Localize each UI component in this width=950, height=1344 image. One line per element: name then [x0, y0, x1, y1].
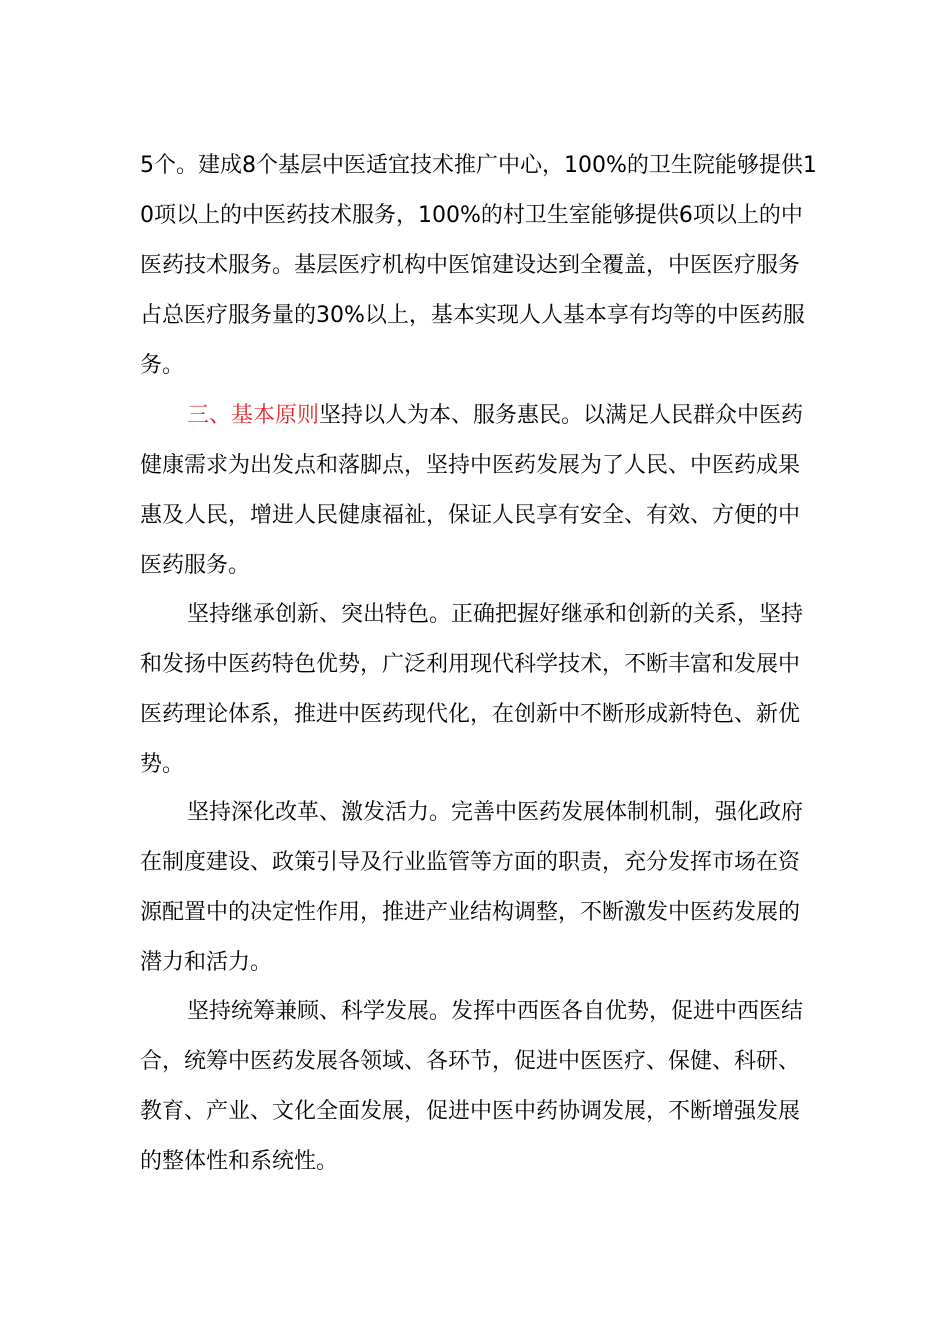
paragraph-4-line-3: 源配置中的决定性作用，推进产业结构调整，不断激发中医药发展的 — [140, 900, 801, 925]
paragraph-2-line-1 — [187, 401, 803, 431]
paragraph-1-line-1: 5个。建成8个基层中医适宜技术推广中心，100%的卫生院能够提供1 — [140, 153, 817, 178]
paragraph-3-line-2: 和发扬中医药特色优势，广泛利用现代科学技术，不断丰富和发展中 — [140, 652, 801, 677]
paragraph-1-line-5: 务。 — [140, 353, 185, 378]
paragraph-3-line-4: 势。 — [140, 752, 185, 777]
paragraph-5-line-4: 的整体性和系统性。 — [140, 1149, 339, 1174]
paragraph-2-line-2: 健康需求为出发点和落脚点，坚持中医药发展为了人民、中医药成果 — [140, 453, 801, 478]
paragraph-5-line-3: 教育、产业、文化全面发展，促进中医中药协调发展，不断增强发展 — [140, 1099, 801, 1124]
paragraph-3-line-3: 医药理论体系，推进中医药现代化，在创新中不断形成新特色、新优 — [140, 702, 801, 727]
paragraph-2-line-1-text: 坚持以人为本、服务惠民。以满足人民群众中医药 — [319, 403, 804, 428]
paragraph-3-line-1: 坚持继承创新、突出特色。正确把握好继承和创新的关系，坚持 — [187, 602, 804, 627]
paragraph-4-line-4: 潜力和活力。 — [140, 950, 273, 975]
paragraph-5-line-2: 合，统筹中医药发展各领域、各环节，促进中医医疗、保健、科研、 — [140, 1049, 801, 1074]
section-heading: 三、基本原则 — [187, 403, 320, 428]
paragraph-5-line-1: 坚持统筹兼顾、科学发展。发挥中西医各自优势，促进中西医结 — [187, 999, 804, 1024]
paragraph-4-line-1: 坚持深化改革、激发活力。完善中医药发展体制机制，强化政府 — [187, 800, 804, 825]
paragraph-1-line-4: 占总医疗服务量的30%以上，基本实现人人基本享有均等的中医药服 — [140, 303, 805, 328]
paragraph-2-line-4: 医药服务。 — [140, 553, 251, 578]
paragraph-4-line-2: 在制度建设、政策引导及行业监管等方面的职责，充分发挥市场在资 — [140, 850, 801, 875]
paragraph-1-line-3: 医药技术服务。基层医疗机构中医馆建设达到全覆盖，中医医疗服务 — [140, 253, 801, 278]
paragraph-1-line-2: 0项以上的中医药技术服务，100%的村卫生室能够提供6项以上的中 — [140, 203, 803, 228]
paragraph-2-line-3: 惠及人民，增进人民健康福祉，保证人民享有安全、有效、方便的中 — [140, 503, 801, 528]
